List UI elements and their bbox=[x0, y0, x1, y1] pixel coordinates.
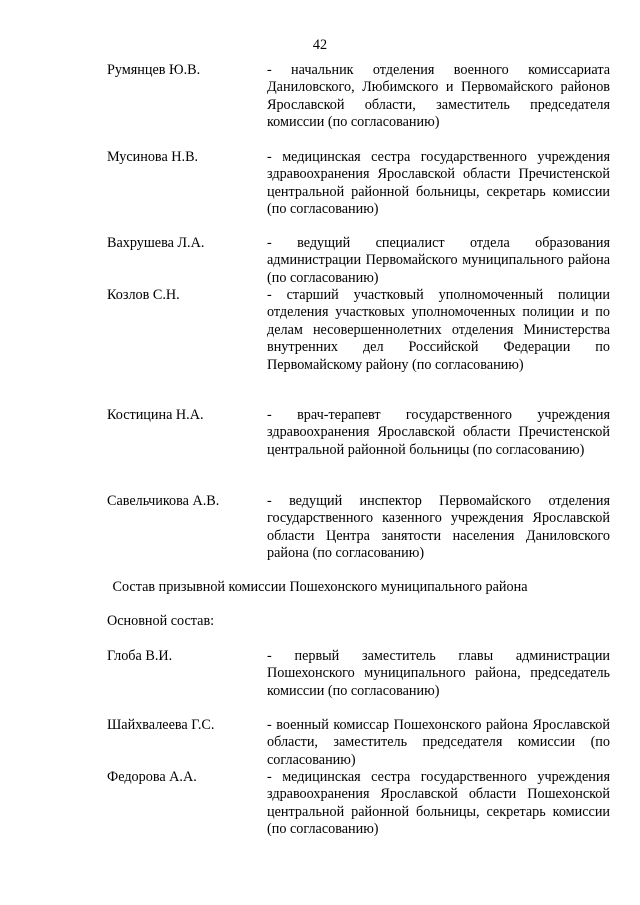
member-role: - медицинская сестра государственного учреждения здравоохранения Ярославской области Пошехонской центральной районной больницы, секретарь комиссии (по согласованию) bbox=[267, 769, 610, 838]
member-name: Мусинова Н.В. bbox=[107, 149, 199, 165]
member-role: - ведущий инспектор Первомайского отделения государственного казенного учреждения Ярославской области Центра занятости населения Даниловского района (по согласованию) bbox=[267, 493, 610, 562]
member-name: Федорова А.А. bbox=[107, 769, 197, 785]
member-name: Вахрушева Л.А. bbox=[107, 235, 205, 251]
member-role: - начальник отделения военного комиссариата Даниловского, Любимского и Первомайского районов Ярославской области, заместитель председателя комиссии (по согласованию) bbox=[267, 62, 610, 131]
member-name: Глоба В.И. bbox=[107, 648, 173, 664]
member-name: Румянцев Ю.В. bbox=[107, 62, 201, 78]
member-role: - первый заместитель главы администрации Пошехонского муниципального района, председатель комиссии (по согласованию) bbox=[267, 648, 610, 699]
section-title: Состав призывной комиссии Пошехонского муниципального района bbox=[112, 579, 528, 595]
member-name: Козлов С.Н. bbox=[107, 287, 180, 303]
member-role: - врач-терапевт государственного учреждения здравоохранения Ярославской области Пречистенской центральной районной больницы (по согласованию) bbox=[267, 407, 610, 458]
member-name: Шайхвалеева Г.С. bbox=[107, 717, 215, 733]
subheading: Основной состав: bbox=[107, 613, 215, 629]
member-role: - ведущий специалист отдела образования администрации Первомайского муниципального района (по согласованию) bbox=[267, 235, 610, 286]
member-name: Костицина Н.А. bbox=[107, 407, 204, 423]
page-number: 42 bbox=[312, 37, 328, 53]
member-role: - старший участковый уполномоченный полиции отделения участковых уполномоченных полиции и по делам несовершеннолетних отделения Министерства внутренних дел Российской Федерации по Первомайскому району (по согласованию) bbox=[267, 287, 610, 373]
member-name: Савельчикова А.В. bbox=[107, 493, 220, 509]
member-role: - медицинская сестра государственного учреждения здравоохранения Ярославской области Пречистенской центральной районной больницы, секретарь комиссии (по согласованию) bbox=[267, 149, 610, 218]
member-role: - военный комиссар Пошехонского района Ярославской области, заместитель председателя комиссии (по согласованию) bbox=[267, 717, 610, 768]
